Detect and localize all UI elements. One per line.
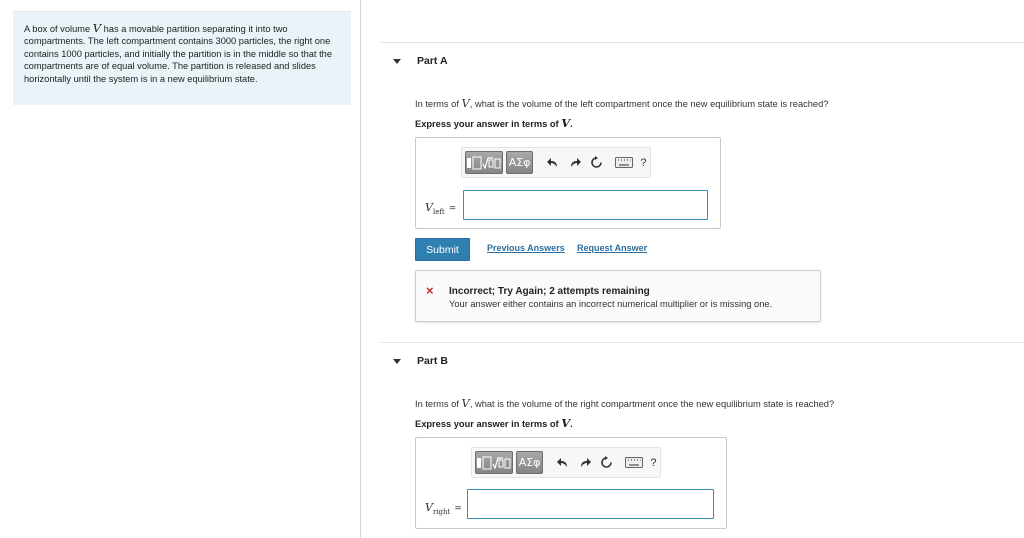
redo-icon[interactable]: [568, 153, 581, 173]
var-subscript: right: [432, 508, 451, 517]
part-b-instruction: [415, 416, 573, 430]
answer-input-right[interactable]: [467, 489, 714, 519]
question-text-cont: , what is the volume of the right compartment once the new equilibrium state is reached?: [469, 399, 835, 409]
parts-panel: [361, 0, 1024, 538]
request-answer-link[interactable]: Request Answer: [577, 243, 648, 253]
instruction-period: .: [570, 119, 573, 129]
equals-sign: =: [448, 204, 457, 214]
collapse-caret-icon[interactable]: [393, 359, 401, 364]
answer-input-left[interactable]: [463, 190, 708, 220]
question-text-cont: , what is the volume of the left compartment once the new equilibrium state is reached?: [469, 99, 829, 109]
help-icon[interactable]: ?: [640, 156, 647, 169]
part-a-title: Part A: [417, 55, 448, 67]
var-label-left: [425, 201, 456, 216]
part-b-header[interactable]: [393, 353, 448, 369]
reset-icon[interactable]: [600, 453, 613, 473]
divider: [381, 42, 1024, 43]
instruction-text: Express your answer in terms of: [415, 419, 562, 429]
reset-icon[interactable]: [590, 153, 603, 173]
var-label-right: [425, 501, 462, 516]
part-a-question: [415, 96, 828, 110]
var-subscript: left: [432, 208, 445, 217]
part-b-answer-box: [415, 437, 727, 529]
greek-letters-icon[interactable]: ΑΣφ: [506, 151, 533, 174]
error-x-icon: ×: [426, 283, 434, 298]
question-text: In terms of: [415, 99, 462, 109]
problem-panel: [0, 0, 361, 538]
problem-var: V: [92, 21, 102, 35]
problem-statement: [13, 11, 351, 105]
templates-icon[interactable]: [465, 151, 503, 174]
greek-letters-icon[interactable]: ΑΣφ: [516, 451, 543, 474]
problem-text: A box of volume: [24, 24, 93, 34]
collapse-caret-icon[interactable]: [393, 59, 401, 64]
question-var: V: [461, 396, 470, 410]
var-main: V: [425, 201, 433, 214]
part-b-title: Part B: [417, 355, 448, 367]
problem-text-cont: has a movable partition separating it into two compartments. The left compartment contains 3000 particles, the right one contains 1000 particles, and initially the partition is in the middle so that the compartments are of equal volume. The partition is released and slides horizontally until the system is in a new equilibrium state.: [24, 24, 333, 84]
feedback-panel: [415, 270, 821, 322]
instruction-var: V: [561, 416, 571, 430]
redo-icon[interactable]: [578, 453, 591, 473]
help-icon[interactable]: ?: [650, 456, 657, 469]
instruction-period: .: [570, 419, 573, 429]
feedback-title: Incorrect; Try Again; 2 attempts remaining: [449, 286, 650, 297]
instruction-var: V: [561, 116, 571, 130]
previous-answers-link[interactable]: Previous Answers: [487, 243, 565, 253]
templates-icon[interactable]: [475, 451, 513, 474]
question-var: V: [461, 96, 470, 110]
math-toolbar: [461, 147, 651, 178]
undo-icon[interactable]: [546, 153, 559, 173]
part-a-instruction: [415, 116, 573, 130]
part-a-answer-box: [415, 137, 721, 229]
divider: [381, 342, 1024, 343]
keyboard-icon[interactable]: [625, 453, 643, 473]
feedback-message: Your answer either contains an incorrect numerical multiplier or is missing one.: [449, 299, 773, 309]
keyboard-icon[interactable]: [615, 153, 633, 173]
submit-button[interactable]: Submit: [415, 238, 470, 261]
question-text: In terms of: [415, 399, 462, 409]
math-toolbar: [471, 447, 661, 478]
undo-icon[interactable]: [556, 453, 569, 473]
part-a-header[interactable]: [393, 53, 448, 69]
equals-sign: =: [454, 504, 462, 514]
instruction-text: Express your answer in terms of: [415, 119, 562, 129]
var-main: V: [425, 501, 433, 514]
part-b-question: [415, 396, 834, 410]
